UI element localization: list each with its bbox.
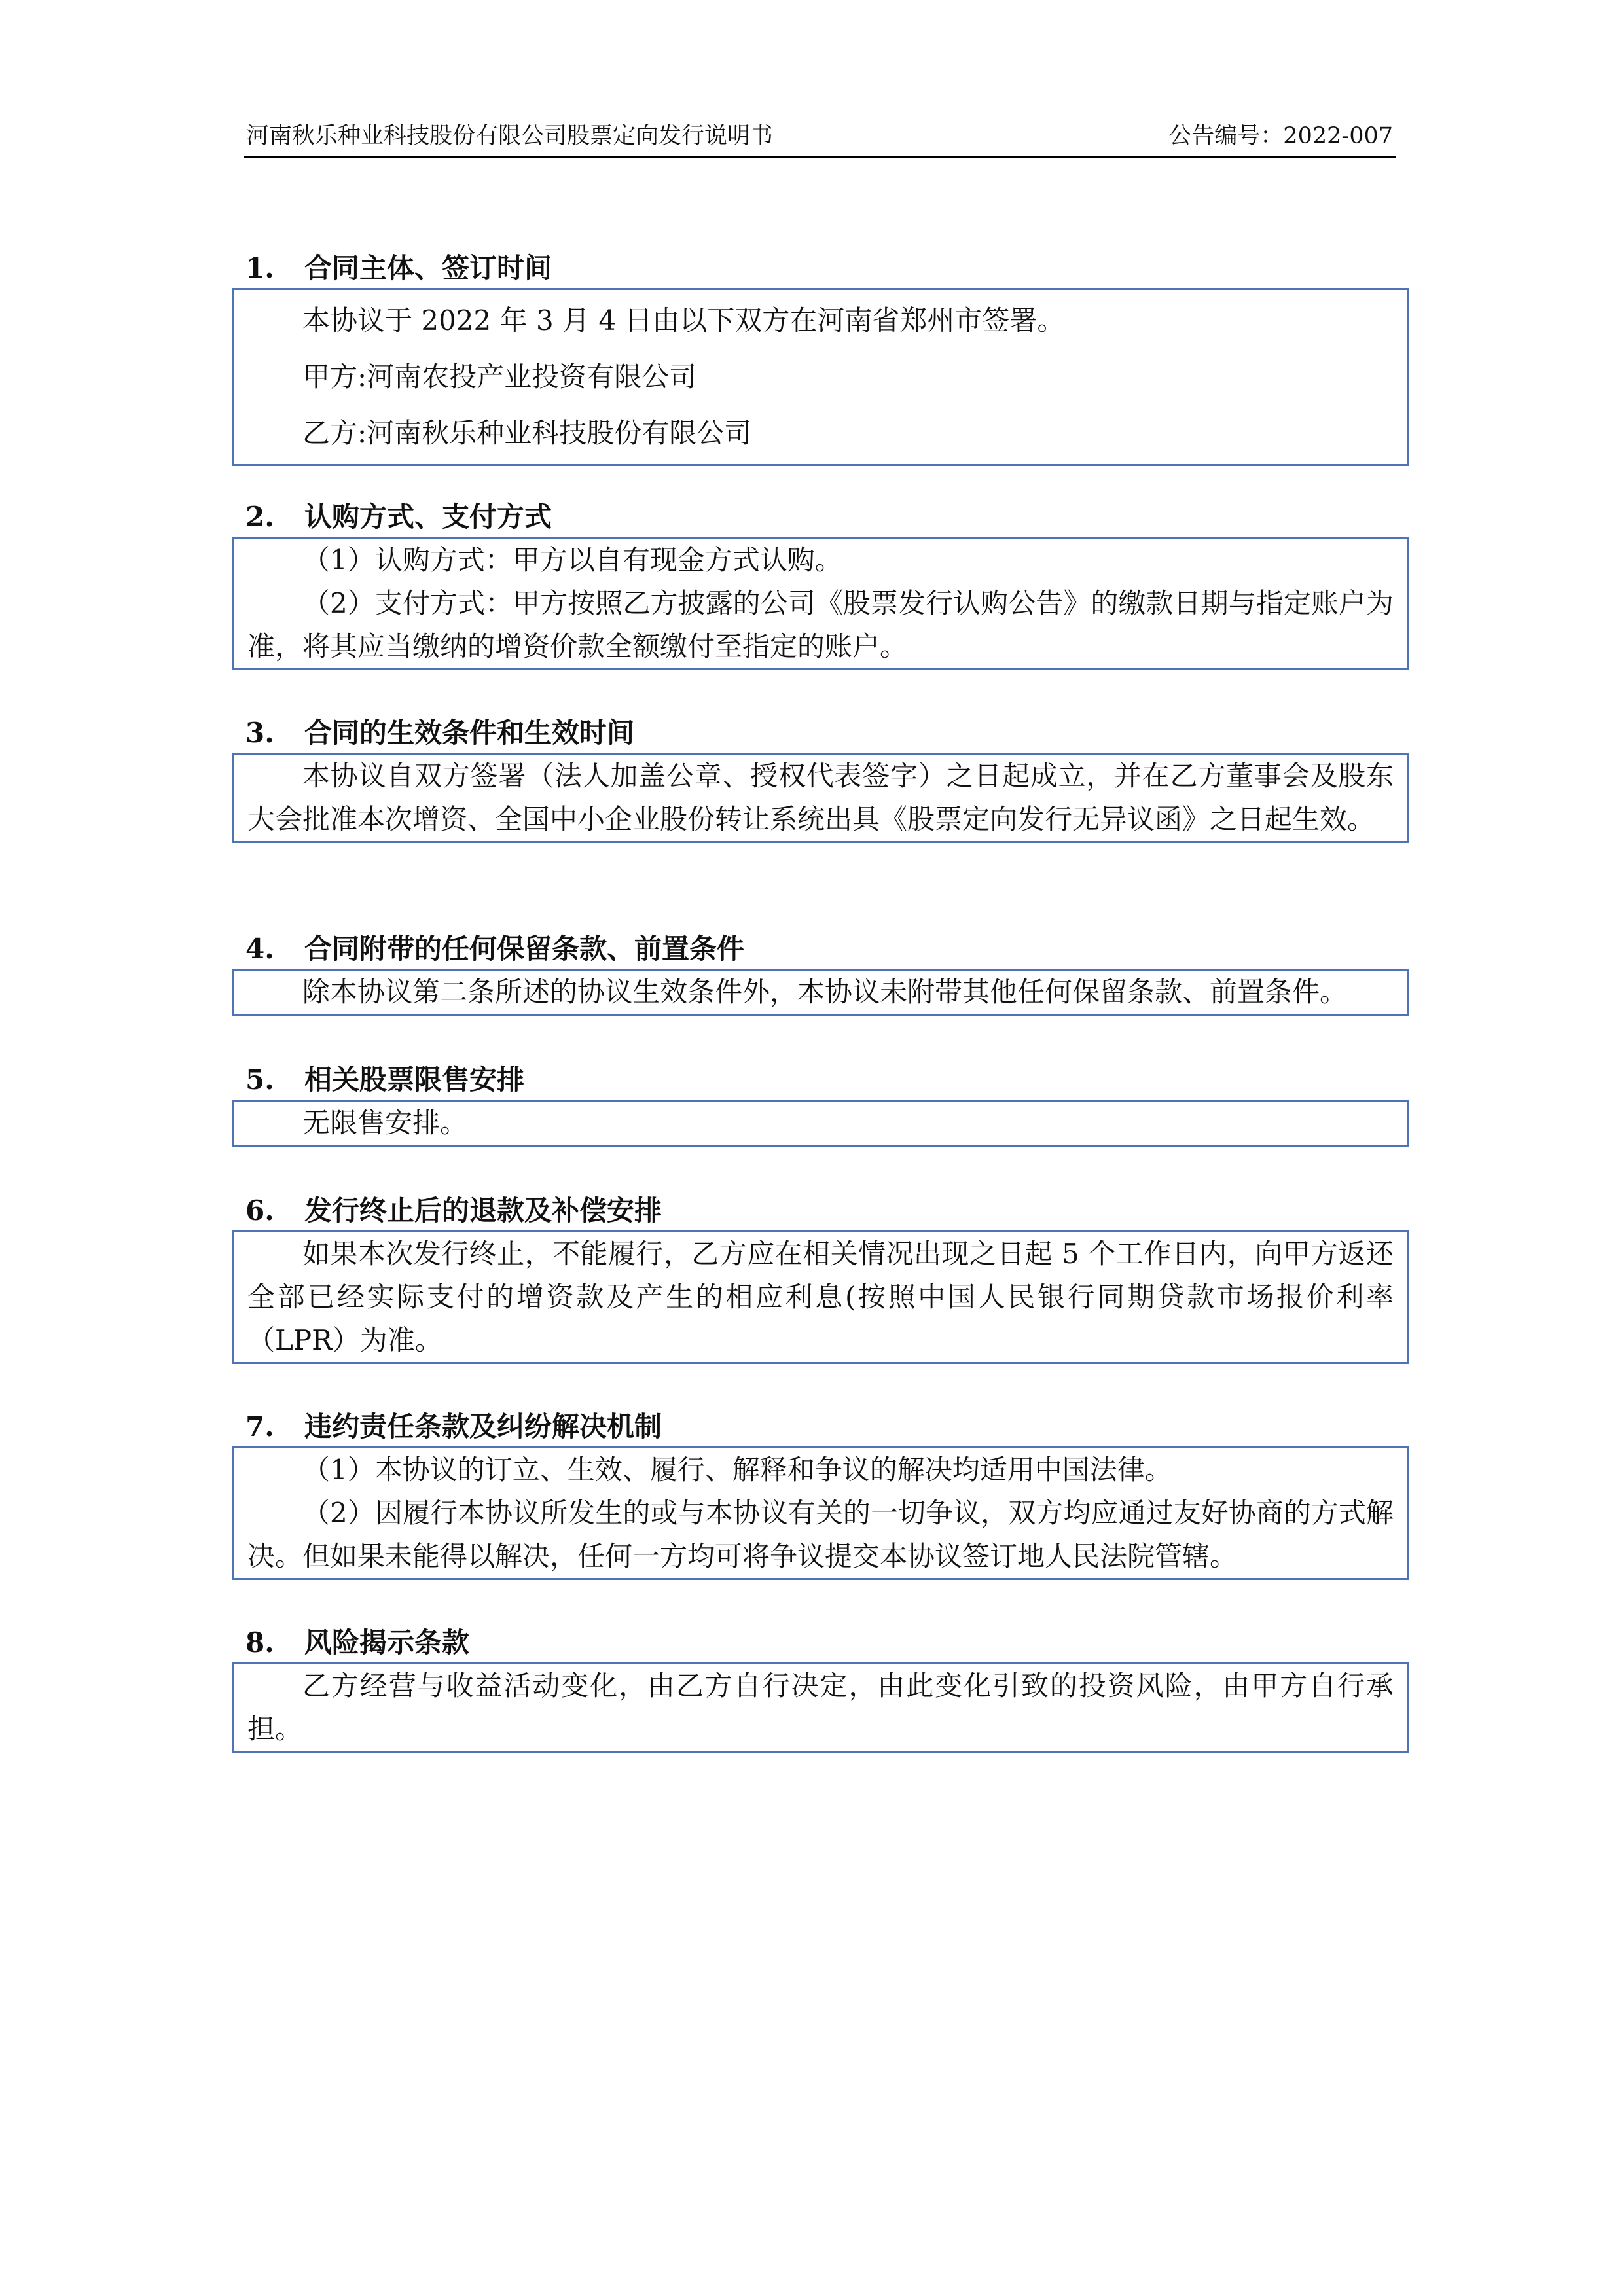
section-title: 合同附带的任何保留条款、前置条件	[304, 933, 745, 965]
section-contract-parties	[232, 249, 1409, 466]
document-title: 河南秋乐种业科技股份有限公司股票定向发行说明书	[246, 123, 774, 149]
section-number: 2.	[245, 501, 274, 533]
section-title: 违约责任条款及纠纷解决机制	[304, 1410, 662, 1443]
section-title: 发行终止后的退款及补偿安排	[304, 1194, 662, 1227]
announcement-number: 公告编号：2022-007	[1168, 123, 1393, 149]
section-heading	[232, 1060, 1409, 1100]
paragraph: 本协议于 2022 年 3 月 4 日由以下双方在河南省郑州市签署。	[302, 304, 1065, 336]
section-heading	[232, 249, 1409, 288]
section-title: 合同主体、签订时间	[304, 252, 552, 284]
section-number: 6.	[245, 1194, 274, 1227]
section-number: 3.	[245, 717, 274, 749]
section-title: 风险揭示条款	[304, 1626, 470, 1659]
section-heading	[232, 1623, 1409, 1662]
section-lockup-arrangement	[232, 1060, 1409, 1147]
paragraph: 甲方:河南农投产业投资有限公司	[302, 361, 697, 393]
section-number: 7.	[245, 1410, 274, 1443]
page-header	[244, 110, 1396, 158]
paragraph: 无限售安排。	[302, 1107, 468, 1139]
section-content-box	[232, 753, 1409, 843]
section-content-box	[232, 537, 1409, 670]
paragraph: （2）支付方式：甲方按照乙方披露的公司《股票发行认购公告》的缴款日期与指定账户为准，将其应当缴纳的增资价款全额缴付至指定的账户。	[247, 587, 1394, 662]
paragraph: 本协议自双方签署（法人加盖公章、授权代表签字）之日起成立，并在乙方董事会及股东大会批准本次增资、全国中小企业股份转让系统出具《股票定向发行无异议函》之日起生效。	[247, 760, 1394, 835]
section-title: 相关股票限售安排	[304, 1064, 525, 1096]
section-heading	[232, 1191, 1409, 1230]
section-content-box	[232, 1100, 1409, 1147]
section-content-box	[232, 1446, 1409, 1580]
section-content-box	[232, 1230, 1409, 1364]
section-breach-dispute	[232, 1407, 1409, 1580]
paragraph: 除本协议第二条所述的协议生效条件外，本协议未附带其他任何保留条款、前置条件。	[302, 976, 1348, 1008]
paragraph: 如果本次发行终止，不能履行，乙方应在相关情况出现之日起 5 个工作日内，向甲方返还全部已经实际支付的增资款及产生的相应利息(按照中国人民银行同期贷款市场报价利率（LPR）为准。	[247, 1238, 1394, 1356]
section-heading	[232, 929, 1409, 969]
paragraph: （2）因履行本协议所发生的或与本协议有关的一切争议，双方均应通过友好协商的方式解决。但如果未能得以解决，任何一方均可将争议提交本协议签订地人民法院管辖。	[247, 1497, 1394, 1572]
section-refund-compensation	[232, 1191, 1409, 1364]
paragraph: （1）本协议的订立、生效、履行、解释和争议的解决均适用中国法律。	[302, 1454, 1172, 1486]
section-title: 合同的生效条件和生效时间	[304, 717, 635, 749]
section-heading	[232, 1407, 1409, 1446]
paragraph: 乙方经营与收益活动变化，由乙方自行决定，由此变化引致的投资风险，由甲方自行承担。	[247, 1670, 1394, 1745]
section-reservation-clauses	[232, 929, 1409, 1016]
paragraph: （1）认购方式：甲方以自有现金方式认购。	[302, 544, 842, 576]
section-risk-disclosure	[232, 1623, 1409, 1753]
section-content-box	[232, 1662, 1409, 1753]
section-number: 4.	[245, 933, 274, 965]
section-number: 8.	[245, 1626, 274, 1659]
section-heading	[232, 497, 1409, 537]
section-number: 1.	[245, 252, 274, 284]
section-content-box	[232, 288, 1409, 466]
section-content-box	[232, 969, 1409, 1016]
section-title: 认购方式、支付方式	[304, 501, 552, 533]
paragraph: 乙方:河南秋乐种业科技股份有限公司	[302, 417, 752, 449]
section-number: 5.	[245, 1064, 274, 1096]
section-heading	[232, 713, 1409, 753]
section-subscription-payment	[232, 497, 1409, 670]
section-effective-conditions	[232, 713, 1409, 843]
